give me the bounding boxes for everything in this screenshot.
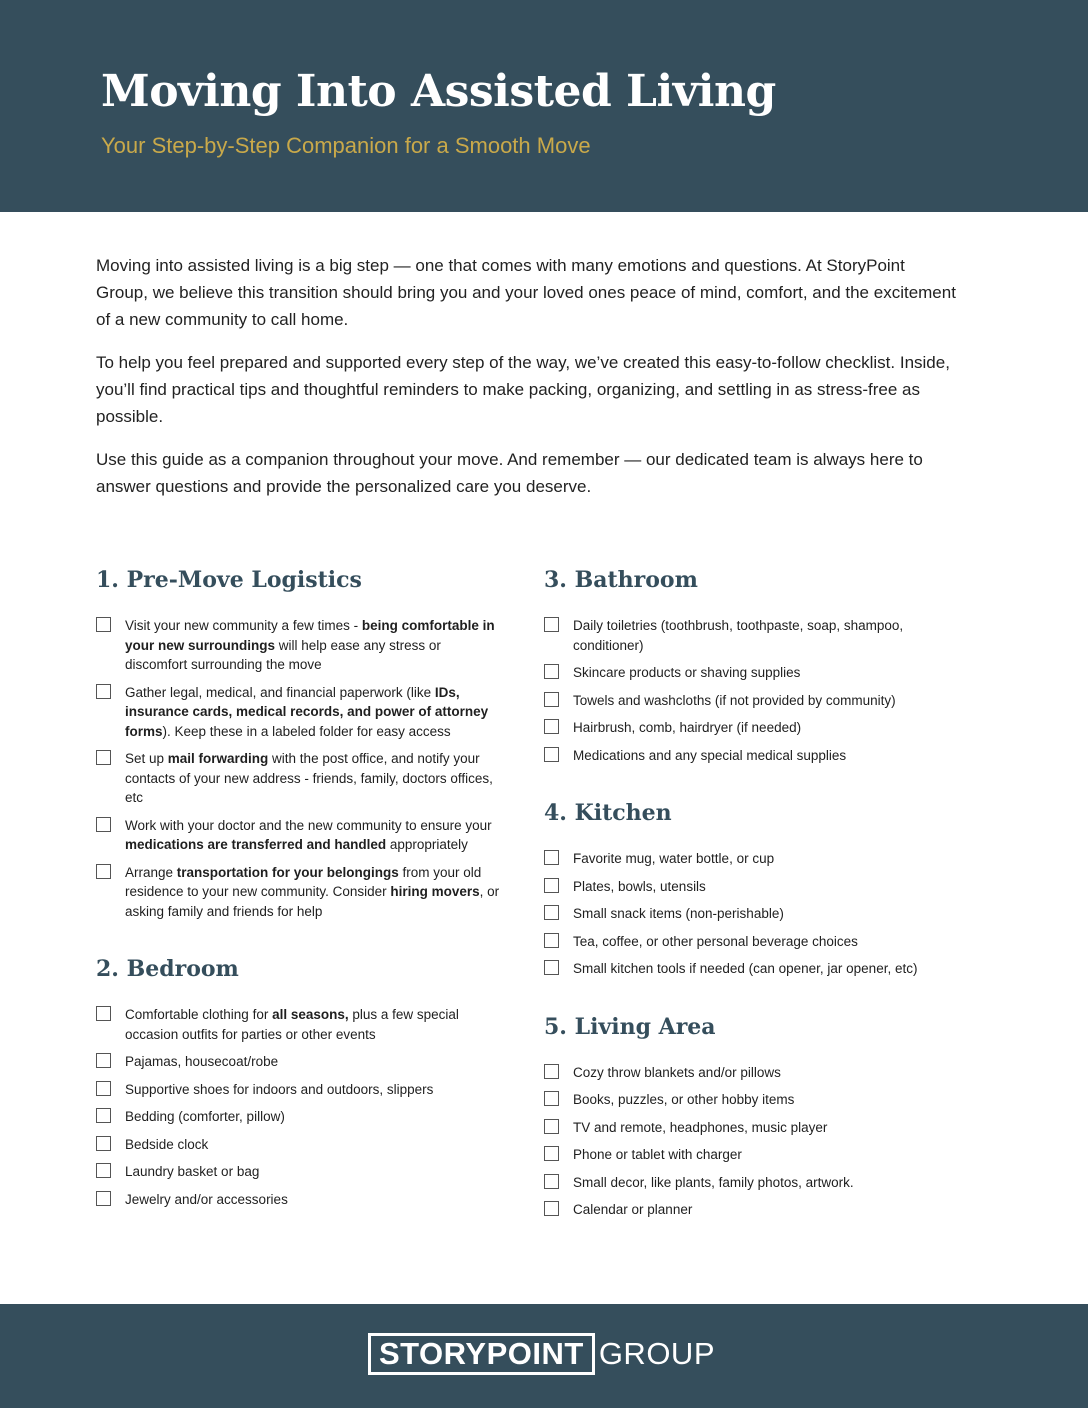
checklist-item [96,1135,505,1155]
checklist-item-text [125,818,492,853]
checklist-item [96,816,505,855]
intro-paragraph: Use this guide as a companion throughout your move. And remember — our dedicated team is always here to answer questions and provide the personalized care you deserve. [96,450,923,496]
checklist-item-text [125,1054,278,1069]
section-heading: 2. Bedroom [96,956,239,982]
item-text-segment: ). Keep these in a labeled folder for easy access [162,723,451,739]
checklist-item-text [573,1120,827,1135]
item-text-segment: Bedding (comforter, pillow) [125,1109,285,1124]
checkbox[interactable] [544,1064,559,1079]
checklist-item [544,616,973,655]
checkbox[interactable] [544,664,559,679]
item-text-segment: Medications and any special medical supplies [573,747,847,763]
item-text-segment: Small decor, like plants, family photos, artwork. [573,1174,854,1190]
emphasis-text: all seasons, [272,1007,349,1022]
item-text-segment: appropriately [386,837,468,852]
checklist-section [96,951,516,1209]
checkbox[interactable] [96,1081,111,1096]
checklist-item-text [125,685,488,739]
intro-paragraph: Moving into assisted living is a big step — one that comes with many emotions and questions. At StoryPoint Group, we believe this transition should bring you and your loved ones peace of mind, comfort, and the excitement of a new community to call home. [96,256,956,329]
checklist-column-right [544,562,964,1250]
emphasis-text: IDs, insurance cards, medical records, and power of attorney forms [125,684,489,739]
checkbox[interactable] [96,1136,111,1151]
checklist-item-text [125,1007,459,1042]
emphasis-text: medications are transferred and handled [125,837,387,852]
checkbox[interactable] [544,692,559,707]
checkbox[interactable] [96,1006,111,1021]
checkbox[interactable] [96,817,111,832]
item-text-segment: , or asking family and friends for help [125,884,500,919]
checklist-item-text [573,618,903,653]
item-text-segment: Pajamas, housecoat/robe [125,1054,279,1069]
checklist-item [96,1052,505,1072]
checklist-item [544,691,973,711]
checklist-item-text [573,934,858,949]
checklist-item-text [573,961,917,976]
checkbox[interactable] [96,750,111,765]
intro-paragraph: To help you feel prepared and supported every step of the way, we’ve created this easy-to-follow checklist. Inside, you’ll find practical tips and thoughtful reminders to make packing, organizing, and settling in as stress-free as possible. [96,353,950,426]
checklist-item [544,904,973,924]
checklist-item [96,1005,505,1044]
item-text-segment: Skincare products or shaving supplies [573,665,801,680]
checkbox[interactable] [96,617,111,632]
item-text-segment: Plates, bowls, utensils [573,878,706,894]
item-text-segment: Comfortable clothing for [125,1007,273,1022]
intro-section [96,252,956,516]
section-heading: 1. Pre-Move Logistics [96,567,362,593]
checklist-item [544,1090,973,1110]
checklist-item-text [573,1202,692,1217]
item-text-segment: Towels and washcloths (if not provided by community) [573,692,896,708]
checklist-item [96,863,505,922]
checkbox[interactable] [544,1146,559,1161]
item-text-segment: Tea, coffee, or other personal beverage choices [573,933,858,949]
checkbox[interactable] [96,684,111,699]
item-text-segment: Favorite mug, water bottle, or cup [573,851,775,866]
checklist-item-text [573,693,896,708]
checklist-item-text [573,1065,781,1080]
checklist-item [544,849,973,869]
checklist-section [544,1009,964,1220]
checkbox[interactable] [544,747,559,762]
emphasis-text: mail forwarding [167,751,269,766]
checklist-item [96,1107,505,1127]
item-text-segment: Bedside clock [125,1136,209,1152]
checkbox[interactable] [96,864,111,879]
checklist-item-text [573,748,846,763]
checkbox[interactable] [544,719,559,734]
item-text-segment: Laundry basket or bag [125,1164,260,1179]
checkbox[interactable] [544,1119,559,1134]
checkbox[interactable] [96,1191,111,1206]
header-banner [0,0,1088,212]
checkbox[interactable] [544,960,559,975]
checklist-item [96,616,505,675]
item-text-segment: Arrange [125,864,177,880]
checklist-item-text [573,851,774,866]
checkbox[interactable] [544,878,559,893]
section-heading: 3. Bathroom [544,567,698,593]
checklist-item [544,746,973,766]
checkbox[interactable] [544,850,559,865]
item-text-segment: Gather legal, medical, and financial paperwork (like [125,684,435,700]
logo-wordmark-boxed: STORYPOINT [368,1333,595,1375]
checklist-item [96,1190,505,1210]
checkbox[interactable] [96,1053,111,1068]
logo-wordmark-group: GROUP [598,1336,715,1371]
checklist-column-left [96,562,516,1239]
checklist-item [544,1173,973,1193]
checkbox[interactable] [544,617,559,632]
checklist-item-text [573,1147,742,1162]
section-heading: 5. Living Area [544,1013,716,1040]
checkbox[interactable] [544,905,559,920]
item-text-segment: Work with your doctor and the new community to ensure your [125,817,492,833]
checklist-item-text [125,865,499,919]
checklist-item [544,663,973,683]
checklist-item-text [125,1109,285,1124]
checkbox[interactable] [96,1163,111,1178]
checklist-item [544,1063,973,1083]
checklist-item-text [125,1164,259,1179]
checklist-section [96,562,516,921]
checklist-item [544,718,973,738]
page-title: Moving Into Assisted Living [101,66,776,117]
checklist-item [544,1118,973,1138]
emphasis-text: transportation for your belongings [176,864,399,880]
checklist-section [544,562,964,765]
checkbox[interactable] [544,1201,559,1216]
checklist-item [544,1200,973,1220]
item-text-segment: will help ease any stress or discomfort surrounding the move [125,637,441,672]
item-text-segment: Visit your new community a few times - [125,618,362,633]
storypoint-logo [368,1330,715,1378]
page-subtitle: Your Step-by-Step Companion for a Smooth Move [101,133,591,158]
checklist-item [96,1162,505,1182]
checklist-item [544,877,973,897]
checklist-item-text [125,1082,433,1097]
item-text-segment: with the post office, and notify your contacts of your new address - friends, family, doctors offices, etc [125,751,493,805]
item-text-segment: Hairbrush, comb, hairdryer (if needed) [573,720,802,735]
checklist-item-text [573,1175,854,1190]
checkbox[interactable] [544,933,559,948]
item-text-segment: Small kitchen tools if needed (can opener, jar opener, etc) [573,961,918,976]
item-text-segment: Supportive shoes for indoors and outdoors, slippers [125,1081,434,1097]
checklist-item-text [125,751,493,805]
checklist-item [96,1080,505,1100]
item-text-segment: Calendar or planner [573,1202,693,1217]
emphasis-text: being comfortable in your new surroundings [125,618,495,653]
checklist-item [544,959,973,979]
item-text-segment: Phone or tablet with charger [573,1147,742,1162]
checklist-item [96,683,505,742]
checkbox[interactable] [544,1174,559,1189]
checklist-item-text [125,1137,208,1152]
item-text-segment: Small snack items (non-perishable) [573,906,784,921]
checklist-item-text [573,906,784,921]
item-text-segment: Books, puzzles, or other hobby items [573,1092,795,1107]
checklist-item [544,1145,973,1165]
item-text-segment: plus a few special occasion outfits for parties or other events [125,1007,459,1042]
item-text-segment: TV and remote, headphones, music player [573,1119,828,1135]
checklist-item [544,932,973,952]
checklist-item-text [125,1192,288,1207]
checklist-item-text [573,720,801,735]
checklist-section [544,795,964,979]
checkbox[interactable] [544,1091,559,1106]
checklist-item-text [573,879,706,894]
checklist-item-text [573,1092,794,1107]
emphasis-text: hiring movers [390,884,480,899]
item-text-segment: Set up [125,751,168,766]
checkbox[interactable] [96,1108,111,1123]
item-text-segment: Cozy throw blankets and/or pillows [573,1064,781,1080]
checklist-item-text [125,618,495,672]
checklist-item-text [573,665,800,680]
checklist-item [96,749,505,808]
item-text-segment: from your old residence to your new community. Consider [125,864,482,899]
item-text-segment: Daily toiletries (toothbrush, toothpaste, soap, shampoo, conditioner) [573,618,904,653]
section-heading: 4. Kitchen [544,800,672,826]
item-text-segment: Jewelry and/or accessories [125,1191,288,1207]
